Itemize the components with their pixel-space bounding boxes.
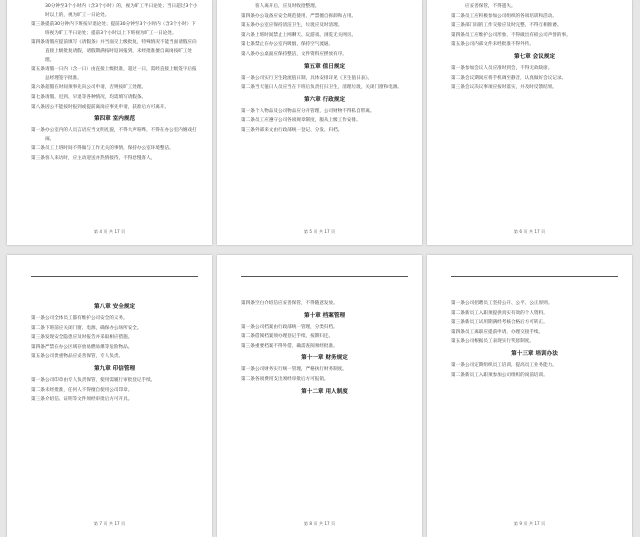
document-page xyxy=(217,0,422,245)
article-paragraph xyxy=(31,21,198,38)
page-content xyxy=(451,3,618,94)
article-paragraph xyxy=(451,32,618,41)
page-number: 第 7 页 共 17 页 xyxy=(93,521,126,526)
article-paragraph xyxy=(31,396,198,405)
article-text: 办公桌面应保持整洁，文件资料应摆放有序。 xyxy=(255,51,347,57)
article-number: 第一条 xyxy=(451,301,465,306)
article-number: 第四条 xyxy=(31,344,45,350)
article-number: 第二条 xyxy=(241,85,255,91)
article-number: 第一条 xyxy=(451,362,465,368)
article-number: 第一条 xyxy=(31,128,45,134)
article-text: 员工应积极参加公司组织的各项培训和活动。 xyxy=(465,13,557,19)
article-number: 第四条 xyxy=(451,32,465,38)
article-text: 员工应遵守公司各项规章制度，服从上级工作安排。 xyxy=(255,118,361,124)
page-content xyxy=(31,300,198,406)
chapter-heading: 第十三章 培训办法 xyxy=(511,350,558,357)
article-text: 办公设备应安全规范使用，严禁擅自拆卸和占用。 xyxy=(255,13,357,19)
article-number: 第三条 xyxy=(31,397,45,403)
article-text: 各项费用支出须经审批后方可报销。 xyxy=(255,376,329,382)
page-number: 第 6 页 共 17 页 xyxy=(513,229,546,234)
page-content xyxy=(241,3,408,137)
page-number: 第 5 页 共 17 页 xyxy=(303,229,336,234)
article-paragraph xyxy=(241,3,408,12)
article-number: 第一条 xyxy=(451,65,465,71)
article-paragraph xyxy=(241,51,408,60)
article-number: 第一条 xyxy=(31,377,45,383)
article-number: 第四条 xyxy=(241,301,255,306)
article-number: 第一条 xyxy=(31,316,45,321)
chapter-heading: 第六章 行政规定 xyxy=(303,96,346,103)
article-number: 第二条 xyxy=(451,372,465,378)
article-paragraph xyxy=(31,145,198,154)
article-paragraph xyxy=(31,325,198,334)
article-text: 个人物品及公司物品应分开管理，公司财物不得私自带离。 xyxy=(255,108,375,114)
header-rule xyxy=(451,276,618,277)
article-paragraph xyxy=(31,334,198,343)
article-paragraph xyxy=(241,343,408,352)
article-text: 上班时间禁止上网聊天、玩游戏、浏览无关网页。 xyxy=(255,32,357,38)
article-paragraph xyxy=(31,155,198,164)
article-paragraph xyxy=(451,22,618,31)
article-number: 第四条 xyxy=(241,13,255,19)
article-number: 第四条 xyxy=(451,329,465,335)
article-paragraph xyxy=(241,84,408,93)
article-paragraph xyxy=(31,377,198,386)
page-content xyxy=(241,300,408,400)
article-paragraph xyxy=(31,3,198,20)
header-rule xyxy=(31,276,198,277)
article-text: 严禁在办公区域存放易燃易爆等危险物品。 xyxy=(45,344,133,350)
article-text: 30分钟至3个小时内（含3个小时）的，视为旷工半日论处；当日超过3个小时以上的，视为旷工一日论处。 xyxy=(45,4,198,18)
page-content xyxy=(31,3,198,165)
article-text: 新员工入职须提供真实有效的个人资料。 xyxy=(465,310,548,316)
article-text: 公司印章由专人负责保管，使用需履行审批登记手续。 xyxy=(45,377,156,383)
document-page xyxy=(7,0,212,245)
article-number: 第三条 xyxy=(31,22,45,28)
article-text: 公司定期组织员工培训，提高员工业务能力。 xyxy=(465,362,557,368)
chapter-heading: 第五章 值日规定 xyxy=(303,63,346,70)
article-number: 第五条 xyxy=(451,339,465,345)
chapter-heading: 第十二章 用人制度 xyxy=(301,388,348,395)
article-paragraph xyxy=(31,84,198,93)
article-paragraph xyxy=(451,84,618,93)
article-paragraph xyxy=(31,39,198,65)
chapter-heading: 第八章 安全规定 xyxy=(93,304,136,310)
article-text: 公司全体员工都有维护公司安全的义务。 xyxy=(45,316,128,321)
article-paragraph xyxy=(31,127,198,144)
article-paragraph xyxy=(451,338,618,347)
article-paragraph xyxy=(451,329,618,338)
article-number: 第二条 xyxy=(31,325,45,331)
article-number: 第二条 xyxy=(451,13,465,19)
article-paragraph xyxy=(31,94,198,103)
article-paragraph xyxy=(451,310,618,319)
article-text: 新员工试用期满经考核合格后方可转正。 xyxy=(465,320,548,326)
article-number: 第五条 xyxy=(31,67,45,73)
chapter-heading: 第十章 档案管理 xyxy=(303,312,346,319)
article-text: 部门间的工作交接应及时完整，不得互相推诿。 xyxy=(465,23,562,29)
article-text: 提前30分钟内下班按早退论处；提前30分钟至3个小时内（含3个小时）下班视为旷工半日论处；提前3个小时以上下班视为旷工一日论处。 xyxy=(45,22,196,36)
article-text: 发现安全隐患应及时报告并采取相应措施。 xyxy=(45,335,133,341)
article-number: 第三条 xyxy=(451,85,465,91)
article-text: 因公不能按时报到或提前离岗应事先申请，获准后方可离开。 xyxy=(45,104,170,110)
document-page xyxy=(217,255,422,537)
article-number: 第六条 xyxy=(241,32,255,38)
article-paragraph xyxy=(31,344,198,353)
article-number: 第二条 xyxy=(451,75,465,81)
article-number: 第一条 xyxy=(241,75,255,81)
article-number: 第五条 xyxy=(451,42,465,48)
article-number: 第二条 xyxy=(451,310,465,316)
article-text: 公司档案由行政部统一管理，分类归档。 xyxy=(255,324,338,330)
article-text: 应妥善保管，不得遗失。 xyxy=(465,4,516,9)
article-text: 员工离职应提前申请，办理交接手续。 xyxy=(465,329,544,335)
article-text: 公司招聘员工坚持公开、公平、公正原则。 xyxy=(465,301,553,306)
chapter-heading: 第四章 室内规范 xyxy=(93,116,136,123)
article-number: 第七条 xyxy=(31,94,45,100)
article-paragraph xyxy=(31,387,198,396)
article-text: 重要档案不得外借，确需查阅须经批准。 xyxy=(255,343,338,349)
article-text: 公司贵重物品应妥善保管，专人负责。 xyxy=(45,354,124,360)
article-number: 第二条 xyxy=(31,387,45,393)
article-number: 第三条 xyxy=(241,127,255,133)
article-text: 借阅档案须办理登记手续，按期归还。 xyxy=(255,334,334,340)
chapter-heading: 第七章 会议规定 xyxy=(513,53,556,60)
article-number: 第七条 xyxy=(241,42,255,48)
article-text: 办公室内的人员言语应当文明礼貌，不得大声喧哗，不得在办公室内嬉戏打闹。 xyxy=(45,128,197,142)
article-text: 公司根据员工表现实行奖惩制度。 xyxy=(465,339,534,345)
document-page xyxy=(427,255,632,537)
article-number: 第八条 xyxy=(31,104,45,110)
article-paragraph xyxy=(31,315,198,324)
article-paragraph xyxy=(241,108,408,117)
page-number: 第 8 页 共 17 页 xyxy=(303,521,336,526)
article-number: 第六条 xyxy=(31,85,45,91)
article-paragraph xyxy=(451,319,618,328)
article-text: 下班前应关闭门窗、电源，确保办公场所安全。 xyxy=(45,325,142,331)
article-paragraph xyxy=(451,3,618,12)
article-paragraph xyxy=(241,75,408,84)
article-number: 第三条 xyxy=(451,320,465,326)
article-text: 请假、迟到、早退等各种情况，均需填写请假条。 xyxy=(45,94,147,100)
article-paragraph xyxy=(241,300,408,309)
article-paragraph xyxy=(241,127,408,136)
page-number: 第 4 页 共 17 页 xyxy=(93,229,126,234)
article-text: 公司财务实行统一管理，严格执行财务制度。 xyxy=(255,367,347,373)
article-paragraph xyxy=(241,376,408,385)
article-number: 第二条 xyxy=(241,334,255,340)
article-text: 请假一日内（含一日）由直接上级批准，超过一日，需经直接上级签字后报总经理签字批准。 xyxy=(45,67,197,81)
article-number: 第五条 xyxy=(241,23,255,29)
article-paragraph xyxy=(451,300,618,309)
chapter-heading: 第九章 印信管理 xyxy=(93,365,136,372)
page-number: 第 9 页 共 17 页 xyxy=(513,521,546,526)
article-text: 超假在时间须事先向公司申请，否则按旷工处理。 xyxy=(45,85,147,91)
article-number: 第三条 xyxy=(31,155,45,161)
article-paragraph xyxy=(241,22,408,31)
article-paragraph xyxy=(241,366,408,375)
article-number: 第三条 xyxy=(451,23,465,29)
article-number: 第四条 xyxy=(31,40,45,46)
article-paragraph xyxy=(451,65,618,74)
article-number: 第二条 xyxy=(241,118,255,124)
article-paragraph xyxy=(451,362,618,371)
article-text: 空白介绍信应妥善保管，不得随意发放。 xyxy=(255,301,338,306)
article-text: 当天值日人员应当在下班后负责打扫卫生，清理垃圾，关闭门窗和电源。 xyxy=(255,85,403,91)
article-number: 第五条 xyxy=(31,354,45,360)
article-paragraph xyxy=(241,32,408,41)
article-paragraph xyxy=(241,41,408,50)
document-page xyxy=(427,0,632,245)
article-paragraph xyxy=(31,353,198,362)
article-text: 办公室应保持清洁卫生，垃圾应及时清理。 xyxy=(255,23,343,29)
article-text: 会议期间应将手机调至静音，认真做好会议记录。 xyxy=(465,75,567,81)
article-paragraph xyxy=(241,333,408,342)
article-text: 未经批准，任何人不得擅自使用公司印章。 xyxy=(45,387,133,393)
article-text: 外部来文由行政部统一登记、分发、归档。 xyxy=(255,127,343,133)
article-paragraph xyxy=(241,117,408,126)
article-number: 第一条 xyxy=(241,108,255,114)
article-text: 会议决议事项应按时落实，并及时反馈结果。 xyxy=(465,85,557,91)
page-content xyxy=(451,300,618,381)
article-text: 新员工入职须参加公司组织的岗前培训。 xyxy=(465,372,548,378)
article-text: 参加会议人员应准时到会，不得无故缺席。 xyxy=(465,65,553,71)
chapter-heading: 第十一章 财务规定 xyxy=(301,355,348,362)
article-text: 客人来访时，应主动迎送并热情接待，不得怠慢客人。 xyxy=(45,155,156,161)
article-paragraph xyxy=(451,41,618,50)
article-text: 禁止在办公室内吸烟，保持空气流通。 xyxy=(255,42,334,48)
article-number: 第一条 xyxy=(241,367,255,373)
article-paragraph xyxy=(31,104,198,113)
article-paragraph xyxy=(451,75,618,84)
article-paragraph xyxy=(31,66,198,83)
article-text: 请假应提前填写《请假条》并当面交上级批复，特殊情况不能当面请假应向直接上级批复请假，请假期满按时返回报到，未经批准擅自离岗按旷工处理。 xyxy=(45,40,197,63)
article-number: 第八条 xyxy=(241,51,255,57)
document-page xyxy=(7,255,212,537)
article-number: 第三条 xyxy=(241,343,255,349)
article-paragraph xyxy=(241,324,408,333)
article-number: 第一条 xyxy=(241,324,255,330)
article-text: 公司内部文件未经批准不得外传。 xyxy=(465,42,534,48)
article-text: 员工上班时间不得做与工作无关的事情，保持办公室环境整洁。 xyxy=(45,146,174,152)
header-rule xyxy=(241,276,408,277)
article-text: 员工应维护公司形象，不得做出有损公司声誉的事。 xyxy=(465,32,571,38)
article-text: 客人离开后，应及时收拾整理。 xyxy=(255,4,320,9)
article-number: 第三条 xyxy=(31,335,45,341)
article-text: 介绍信、证明等文件须经审批后方可开具。 xyxy=(45,397,133,403)
article-text: 公司实行卫生轮流值日制，具体安排详见《卫生值日表》。 xyxy=(255,75,373,81)
article-paragraph xyxy=(451,372,618,381)
article-number: 第二条 xyxy=(31,146,45,152)
article-paragraph xyxy=(451,13,618,22)
article-paragraph xyxy=(241,13,408,22)
article-number: 第二条 xyxy=(241,376,255,382)
